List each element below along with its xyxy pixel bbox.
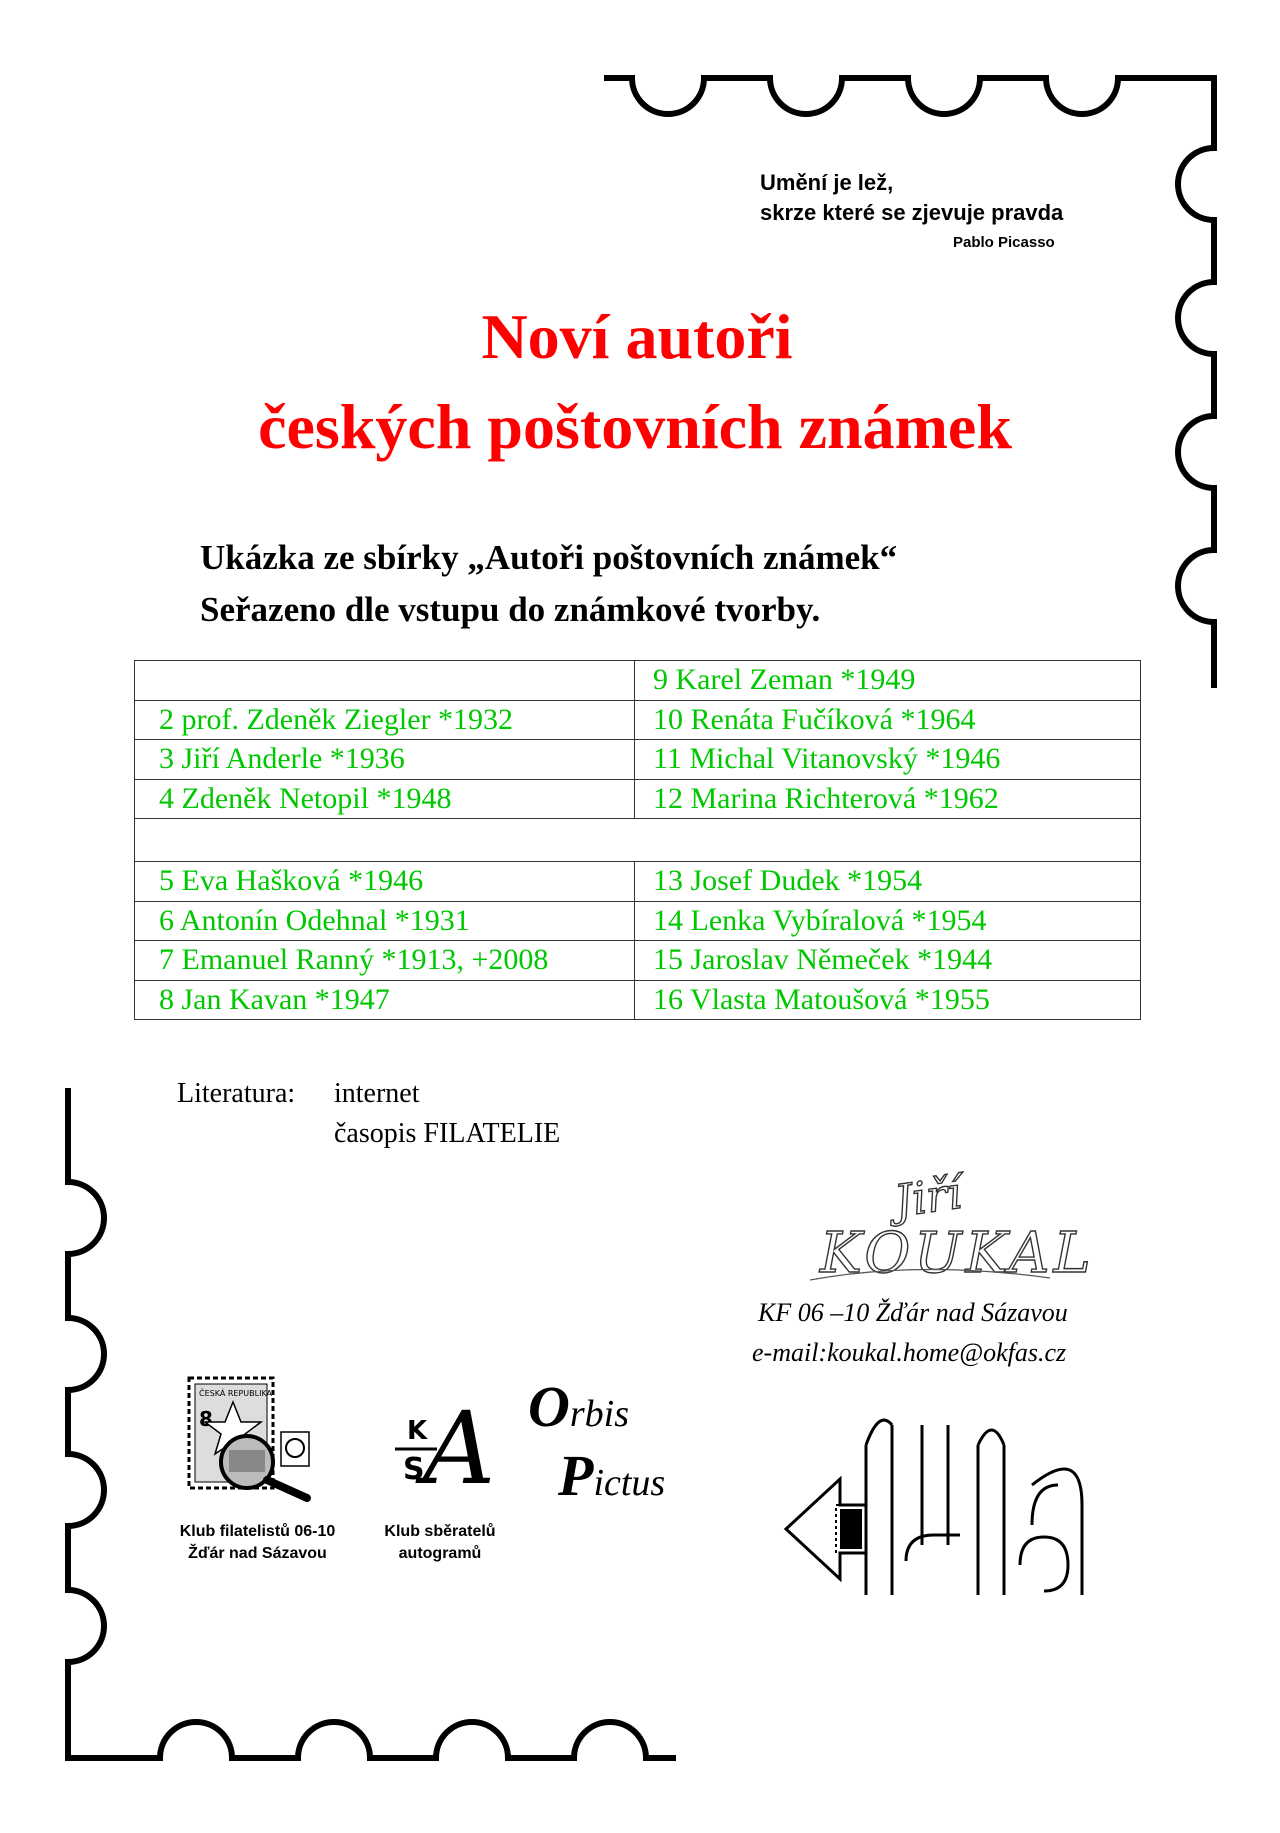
stamp-club-label (150, 1521, 365, 1565)
stamp-club-label-line-1: Klub filatelistů 06-10 (179, 1523, 336, 1540)
email-address: e-mail:koukal.home@okfas.cz (752, 1338, 1067, 1367)
signature-image (800, 1160, 1095, 1290)
ksa-k-text: K (407, 1416, 428, 1446)
literature-item: časopis FILATELIE (334, 1118, 561, 1149)
author-cell-left (135, 661, 635, 701)
author-cell-left: 5 Eva Hašková *1946 (135, 862, 635, 902)
stamp-country-text: ČESKÁ REPUBLIKA (199, 1389, 273, 1398)
table-row (135, 862, 1141, 902)
author-cell-left: 6 Antonín Odehnal *1931 (135, 901, 635, 941)
authors-table (134, 660, 1141, 1020)
quote-author: Pablo Picasso (953, 234, 1055, 251)
literature-item: internet (334, 1078, 420, 1109)
table-row (135, 901, 1141, 941)
table-row (135, 779, 1141, 819)
autograph-club-logo (385, 1375, 505, 1507)
page-title-line-2: českých poštovních známek (258, 391, 1012, 462)
author-cell-left: 3 Jiří Anderle *1936 (135, 740, 635, 780)
author-cell-right: 9 Karel Zeman *1949 (635, 661, 1141, 701)
subtitle-line-2: Seřazeno dle vstupu do známkové tvorby. (200, 590, 821, 629)
svg-text:Jiří: Jiří (891, 1167, 965, 1228)
table-row (135, 980, 1141, 1020)
table-row (135, 740, 1141, 780)
autograph-club-label-line-1: Klub sběratelů (384, 1523, 496, 1540)
subtitle-line-1: Ukázka ze sbírky „Autoři poštovních známek“ (200, 538, 898, 577)
table-row (135, 819, 1141, 862)
stamp-club-logo (185, 1370, 315, 1510)
orbis-rest: rbis (569, 1393, 630, 1435)
author-cell-right: 13 Josef Dudek *1954 (635, 862, 1141, 902)
table-row (135, 661, 1141, 701)
stamp-value-text: 8 (199, 1407, 213, 1431)
author-cell-left: 7 Emanuel Ranný *1913, +2008 (135, 941, 635, 981)
ksa-a-text: A (423, 1390, 496, 1507)
author-cell-right: 15 Jaroslav Němeček *1944 (635, 941, 1141, 981)
table-spacer-cell (135, 819, 1141, 862)
quote (760, 168, 1063, 228)
stamp-club-label-line-2: Žďár nad Sázavou (188, 1545, 327, 1562)
pictus-p: P (558, 1443, 594, 1508)
table-row (135, 941, 1141, 981)
author-cell-right: 11 Michal Vitanovský *1946 (635, 740, 1141, 780)
club-address: KF 06 –10 Žďár nad Sázavou (758, 1298, 1068, 1327)
orbis-o: O (528, 1374, 570, 1439)
pictus-rest: ictus (593, 1462, 666, 1504)
quote-line-2: skrze které se zjevuje pravda (760, 200, 1064, 225)
autograph-club-label (370, 1521, 510, 1565)
author-cell-left: 4 Zdeněk Netopil *1948 (135, 779, 635, 819)
author-cell-left: 2 prof. Zdeněk Ziegler *1932 (135, 700, 635, 740)
ksa-s-text: S (403, 1452, 425, 1487)
svg-text:KOUKAL: KOUKAL (820, 1221, 1095, 1286)
table-row (135, 700, 1141, 740)
filatelie-logo (782, 1405, 1102, 1615)
author-cell-right: 16 Vlasta Matoušová *1955 (635, 980, 1141, 1020)
quote-line-1: Umění je lež, (760, 170, 894, 195)
autograph-club-label-line-2: autogramů (398, 1545, 482, 1562)
page-title-line-1: Noví autoři (481, 301, 793, 372)
author-cell-right: 10 Renáta Fučíková *1964 (635, 700, 1141, 740)
literature-label: Literatura: (177, 1078, 296, 1109)
orbis-pictus-logo (528, 1374, 666, 1518)
author-cell-right: 14 Lenka Vybíralová *1954 (635, 901, 1141, 941)
author-cell-left: 8 Jan Kavan *1947 (135, 980, 635, 1020)
author-cell-right: 12 Marina Richterová *1962 (635, 779, 1141, 819)
